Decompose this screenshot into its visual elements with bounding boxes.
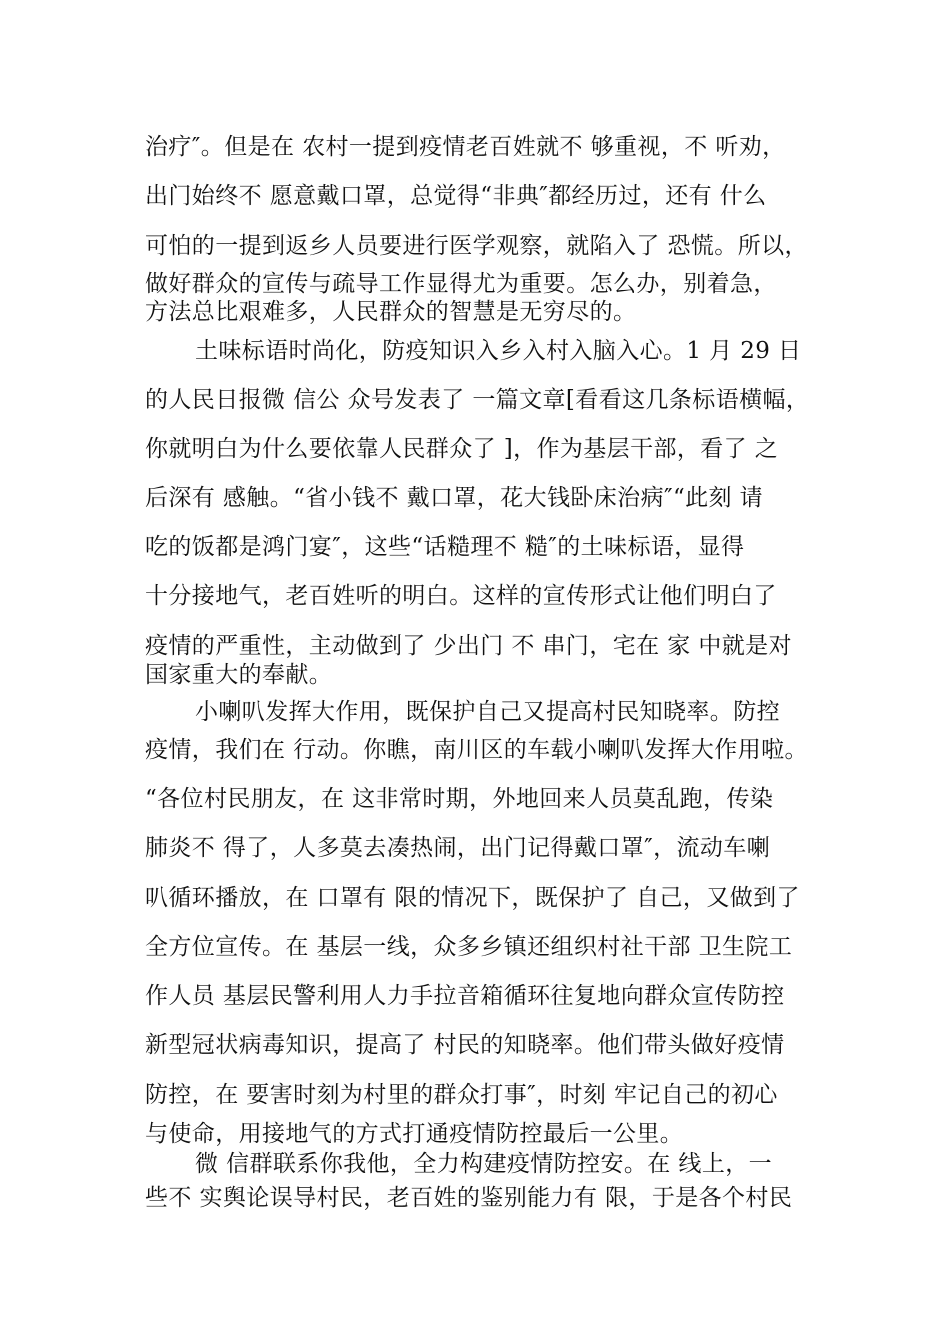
text-line: 做好群众的宣传与疏导工作显得尤为重要。怎么办，别着急， — [145, 271, 777, 297]
text-line: 些不 实舆论误导村民，老百姓的鉴别能力有 限，于是各个村民 — [145, 1185, 793, 1211]
text-line: “各位村民朋友，在 这非常时期，外地回来人员莫乱跑，传染 — [145, 786, 774, 812]
text-line: 方法总比艰难多，人民群众的智慧是无穷尽的。 — [145, 299, 637, 325]
paragraph-lead-line: 小喇叭发挥大作用，既保护自己又提高村民知晓率。防控 — [195, 699, 780, 725]
text-line: 作人员 基层民警利用人力手拉音箱循环往复地向群众宣传防控 — [145, 983, 785, 1009]
text-line: 可怕的一提到返乡人员要进行医学观察，就陷入了 恐慌。所以， — [145, 233, 808, 259]
text-line: 防控，在 要害时刻为村里的群众打事″，时刻 牢记自己的初心 — [145, 1082, 778, 1108]
text-line: 治疗″。但是在 农村一提到疫情老百姓就不 够重视，不 听劝， — [145, 134, 786, 160]
text-line: 全方位宣传。在 基层一线，众多乡镇还组织村社干部 卫生院工 — [145, 934, 793, 960]
text-line: 的人民日报微 信公 众号发表了 一篇文章[看看这几条标语横幅， — [145, 387, 810, 413]
paragraph-lead-line: 微 信群联系你我他，全力构建疫情防控安。在 线上，一 — [195, 1151, 773, 1177]
text-line: 肺炎不 得了，人多莫去凑热闹，出门记得戴口罩″，流动车喇 — [145, 835, 771, 861]
text-line: 你就明白为什么要依靠人民群众了 ]，作为基层干部，看了 之 — [145, 436, 779, 462]
text-line: 叭循环播放，在 口罩有 限的情况下，既保护了 自己，又做到了 — [145, 885, 800, 911]
text-line: 十分接地气，老百姓听的明白。这样的宣传形式让他们明白了 — [145, 583, 777, 609]
text-line: 出门始终不 愿意戴口罩，总觉得“非典″都经历过，还有 什么 — [145, 183, 767, 209]
text-line: 吃的饭都是鸿门宴″，这些“话糙理不 糙″的土味标语，显得 — [145, 534, 745, 560]
text-line: 国家重大的奉献。 — [145, 662, 333, 688]
paragraph-lead-line: 土味标语时尚化，防疫知识入乡入村入脑入心。1 月 29 日 — [195, 338, 802, 364]
text-line: 疫情，我们在 行动。你瞧，南川区的车载小喇叭发挥大作用啦。 — [145, 737, 808, 763]
text-line: 与使命，用接地气的方式打通疫情防控最后一公里。 — [145, 1121, 684, 1147]
text-line: 后深有 感触。“省小钱不 戴口罩，花大钱卧床治病″“此刻 请 — [145, 485, 764, 511]
text-line: 新型冠状病毒知识，提高了 村民的知晓率。他们带头做好疫情 — [145, 1032, 785, 1058]
text-line: 疫情的严重性，主动做到了 少出门 不 串门，宅在 家 中就是对 — [145, 633, 792, 659]
